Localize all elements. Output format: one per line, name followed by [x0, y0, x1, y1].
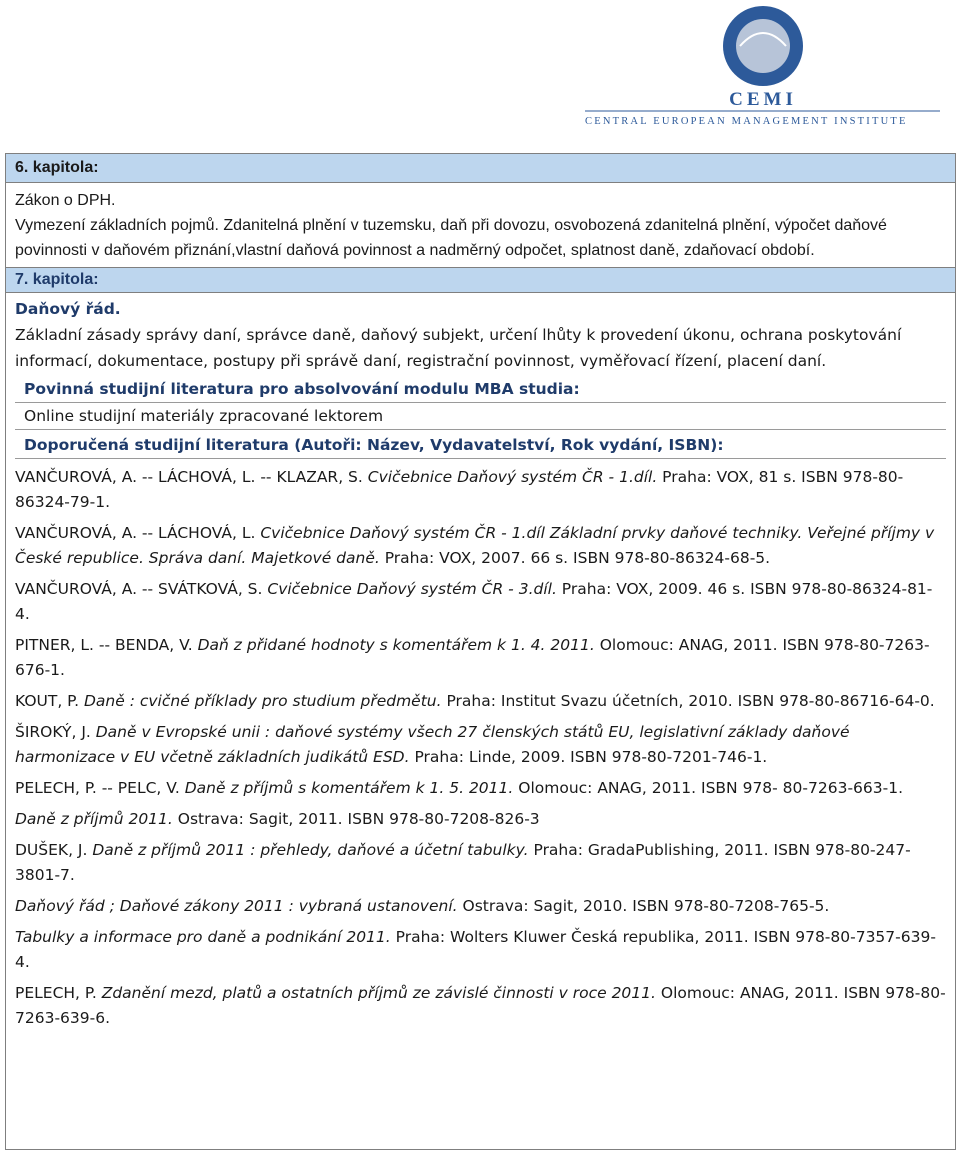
- literature-authors: PITNER, L. -- BENDA, V.: [15, 636, 198, 654]
- literature-title: Daně v Evropské unii : daňové systémy všech 27 členských států EU, legislativní základy daňové harmonizace v EU včetně základních judikátů ESD.: [15, 723, 850, 766]
- literature-title: Cvičebnice Daňový systém ČR - 1.díl.: [367, 468, 658, 486]
- literature-title: Daně z příjmů s komentářem k 1. 5. 2011.: [184, 779, 514, 797]
- literature-item: [15, 838, 946, 888]
- literature-title: Daně : cvičné příklady pro studium předmětu.: [83, 692, 442, 710]
- chapter-6-body: Vymezení základních pojmů. Zdanitelná plnění v tuzemsku, daň při dovozu, osvobozená zdanitelná plnění, výpočet daňové povinnosti v daňovém přiznání,vlastní daňová povinnost a nadměrný odpočet, splatnost daně, zdaňovací období.: [15, 217, 887, 259]
- chapter-7-heading: 7. kapitola:: [6, 267, 955, 293]
- literature-item: [15, 720, 946, 770]
- logo-tagline: Central European Management Institute: [585, 116, 908, 127]
- cemi-logo: [585, 0, 950, 140]
- literature-publication: Ostrava: Sagit, 2011. ISBN 978-80-7208-826-3: [172, 810, 540, 828]
- literature-authors: DUŠEK, J.: [15, 841, 93, 859]
- literature-authors: KOUT, P.: [15, 692, 84, 710]
- logo-wordmark: CEMI: [729, 89, 797, 110]
- literature-publication: Praha: Linde, 2009. ISBN 978-80-7201-746-1.: [409, 748, 768, 766]
- literature-item: [15, 465, 946, 515]
- literature-publication: Olomouc: ANAG, 2011. ISBN 978- 80-7263-663-1.: [513, 779, 904, 797]
- chapter-6-title: Zákon o DPH.: [15, 192, 116, 209]
- literature-title: Zdanění mezd, platů a ostatních příjmů ze závislé činnosti v roce 2011.: [101, 984, 656, 1002]
- literature-title: Daně z příjmů 2011 : přehledy, daňové a účetní tabulky.: [92, 841, 529, 859]
- literature-title: Daňový řád ; Daňové zákony 2011 : vybraná ustanovení.: [15, 897, 458, 915]
- required-literature-text: Online studijní materiály zpracované lektorem: [15, 403, 946, 430]
- literature-publication: Praha: Institut Svazu účetních, 2010. ISBN 978-80-86716-64-0.: [441, 692, 935, 710]
- literature-publication: Ostrava: Sagit, 2010. ISBN 978-80-7208-765-5.: [457, 897, 830, 915]
- literature-title: Daně z příjmů 2011.: [15, 810, 173, 828]
- literature-authors: ŠIROKÝ, J.: [15, 723, 96, 741]
- logo-seal-inner: [736, 19, 790, 73]
- chapter-7-title: Daňový řád.: [15, 300, 121, 318]
- literature-item: [15, 689, 946, 714]
- literature-title: Cvičebnice Daňový systém ČR - 1.díl Základní prvky daňové techniky. Veřejné příjmy v České republice. Správa daní. Majetkové daně.: [15, 524, 935, 567]
- literature-item: [15, 633, 946, 683]
- literature-authors: PELECH, P.: [15, 984, 102, 1002]
- literature-item: [15, 894, 946, 919]
- literature-publication: Praha: Wolters Kluwer Česká republika, 2011. ISBN 978-80-7357-639-4.: [15, 928, 936, 971]
- literature-title: Tabulky a informace pro daně a podnikání 2011.: [15, 928, 391, 946]
- literature-item: [15, 981, 946, 1031]
- literature-publication: Praha: GradaPublishing, 2011. ISBN 978-80-247-3801-7.: [15, 841, 911, 884]
- literature-publication: Praha: VOX, 2007. 66 s. ISBN 978-80-86324-68-5.: [379, 549, 771, 567]
- literature-title: Daň z přidané hodnoty s komentářem k 1. 4. 2011.: [197, 636, 595, 654]
- literature-item: [15, 925, 946, 975]
- recommended-literature-heading: Doporučená studijní literatura (Autoři: Název, Vydavatelství, Rok vydání, ISBN):: [15, 432, 946, 459]
- literature-publication: Olomouc: ANAG, 2011. ISBN 978-80-7263-676-1.: [15, 636, 930, 679]
- literature-authors: VANČUROVÁ, A. -- LÁCHOVÁ, L.: [15, 524, 261, 542]
- literature-item: [15, 521, 946, 571]
- literature-list: [15, 465, 946, 1031]
- chapter-7-body: Základní zásady správy daní, správce daně, daňový subjekt, určení lhůty k provedení úkonu, ochrana poskytování informací, dokumentace, postupy při správě daní, registrační povinnost, vyměřovací řízení, placení daní.: [15, 326, 902, 370]
- literature-item: [15, 577, 946, 627]
- literature-authors: VANČUROVÁ, A. -- LÁCHOVÁ, L. -- KLAZAR, S.: [15, 468, 368, 486]
- syllabus-box: [5, 153, 956, 1150]
- literature-authors: PELECH, P. -- PELC, V.: [15, 779, 185, 797]
- literature-publication: Praha: VOX, 81 s. ISBN 978-80-86324-79-1.: [15, 468, 904, 511]
- required-literature-heading: Povinná studijní literatura pro absolvování modulu MBA studia:: [15, 376, 946, 403]
- literature-title: Cvičebnice Daňový systém ČR - 3.díl.: [267, 580, 557, 598]
- literature-item: [15, 807, 946, 832]
- literature-authors: VANČUROVÁ, A. -- SVÁTKOVÁ, S.: [15, 580, 268, 598]
- literature-publication: Praha: VOX, 2009. 46 s. ISBN 978-80-86324-81-4.: [15, 580, 933, 623]
- chapter-6-heading: 6. kapitola:: [6, 154, 955, 183]
- literature-publication: Olomouc: ANAG, 2011. ISBN 978-80-7263-639-6.: [15, 984, 946, 1027]
- literature-item: [15, 776, 946, 801]
